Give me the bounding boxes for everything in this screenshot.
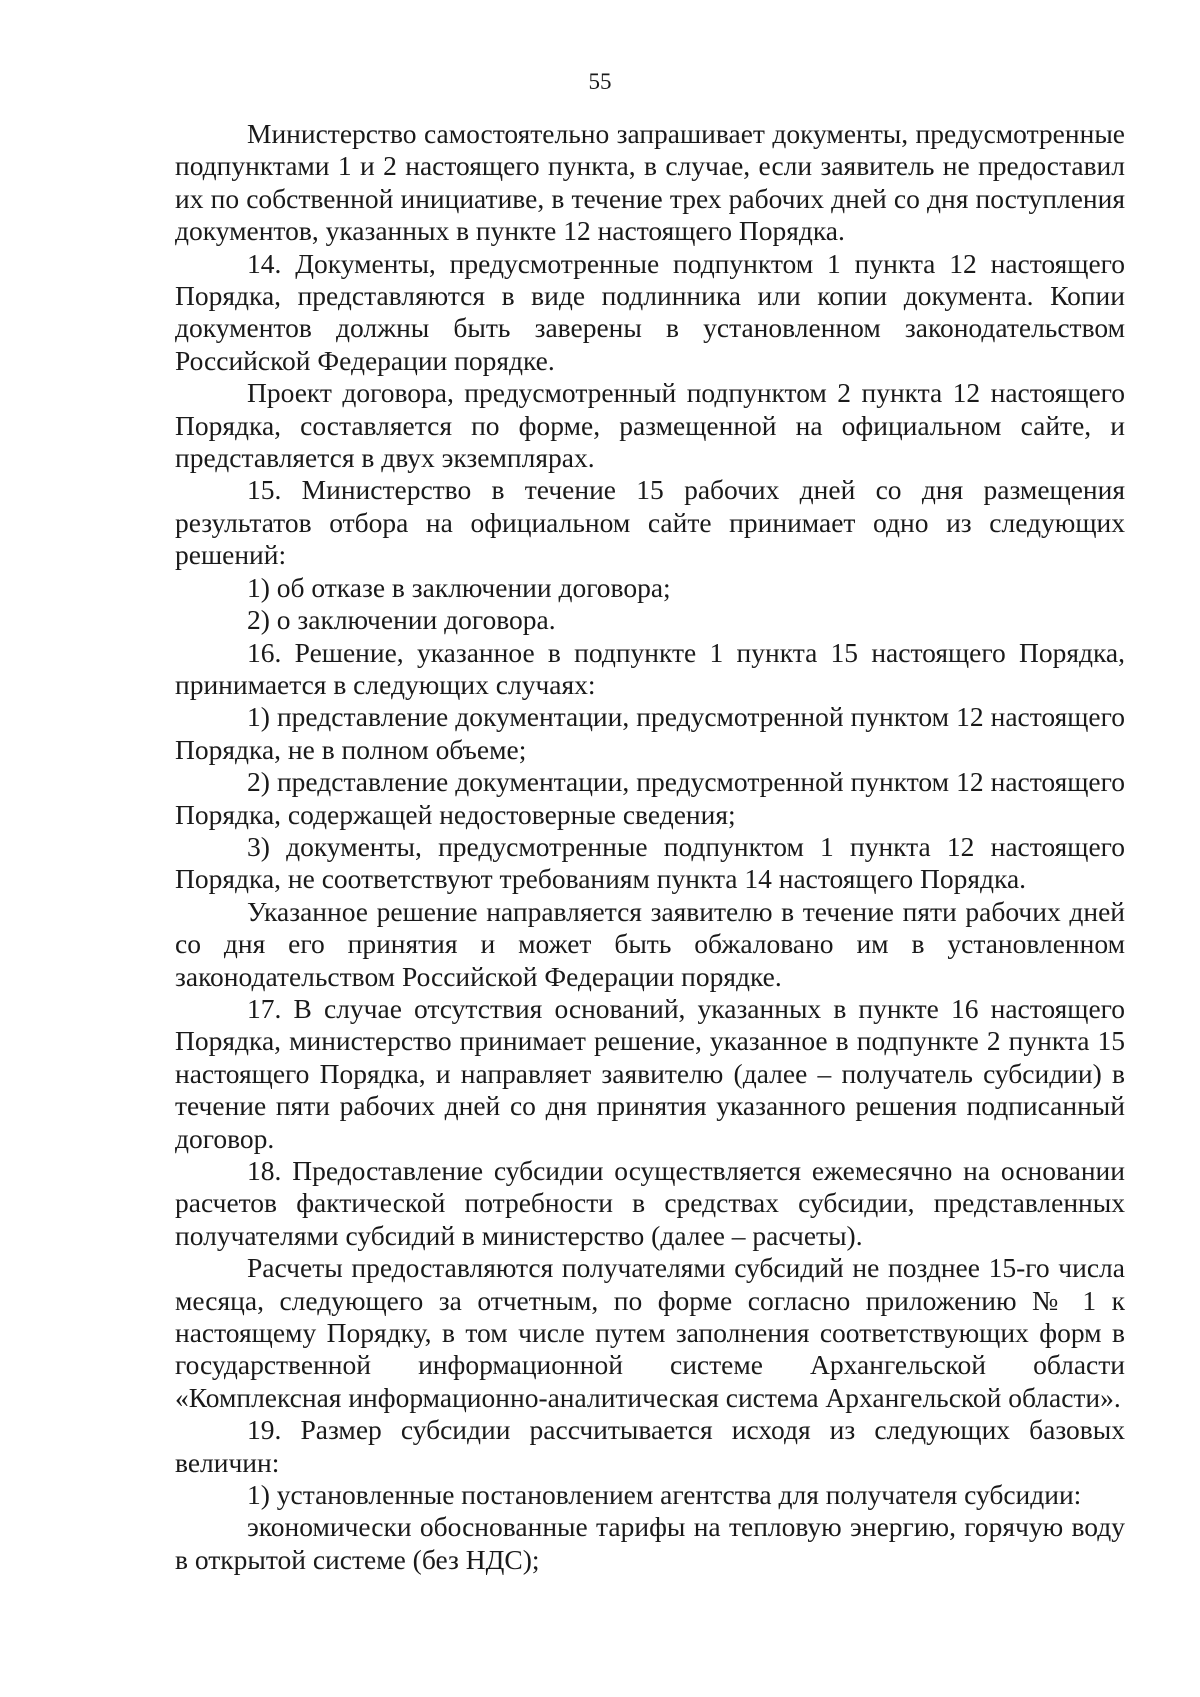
paragraph: экономически обоснованные тарифы на тепловую энергию, горячую воду в открытой системе (без НДС); — [175, 1511, 1125, 1575]
list-item: 1) представление документации, предусмотренной пунктом 12 настоящего Порядка, не в полном объеме; — [175, 701, 1125, 765]
page-number: 55 — [588, 69, 612, 94]
list-item: 2) представление документации, предусмотренной пунктом 12 настоящего Порядка, содержащей недостоверные сведения; — [175, 766, 1125, 830]
paragraph: 14. Документы, предусмотренные подпунктом 1 пункта 12 настоящего Порядка, представляются в виде подлинника или копии документа. Копии документов должны быть заверены в установленном законодательством Российской Федерации порядке. — [175, 247, 1125, 376]
list-item: 1) об отказе в заключении договора; — [247, 571, 671, 603]
paragraph: 15. Министерство в течение 15 рабочих дней со дня размещения результатов отбора на официальном сайте принимает одно из следующих решений: — [175, 474, 1125, 571]
paragraph: Министерство самостоятельно запрашивает документы, предусмотренные подпунктами 1 и 2 настоящего пункта, в случае, если заявитель не предоставил их по собственной инициативе, в течение трех рабочих дней со дня поступления документов, указанных в пункте 12 настоящего Порядка. — [175, 118, 1125, 247]
paragraph: Расчеты предоставляются получателями субсидий не позднее 15-го числа месяца, следующего за отчетным, по форме согласно приложению № 1 к настоящему Порядку, в том числе путем заполнения соответствующих форм в государственной информационной системе Архангельской области «Комплексная информационно-аналитическая система Архангельской области». — [175, 1252, 1125, 1413]
paragraph: Указанное решение направляется заявителю в течение пяти рабочих дней со дня его принятия и может быть обжаловано им в установленном законодательством Российской Федерации порядке. — [175, 895, 1125, 992]
paragraph: Проект договора, предусмотренный подпунктом 2 пункта 12 настоящего Порядка, составляется по форме, размещенной на официальном сайте, и представляется в двух экземплярах. — [175, 377, 1125, 474]
list-item: 2) о заключении договора. — [247, 604, 556, 636]
list-item: 3) документы, предусмотренные подпунктом 1 пункта 12 настоящего Порядка, не соответствуют требованиям пункта 14 настоящего Порядка. — [175, 830, 1125, 895]
document-body — [175, 118, 1125, 1576]
paragraph: 18. Предоставление субсидии осуществляется ежемесячно на основании расчетов фактической потребности в средствах субсидии, представленных получателями субсидий в министерство (далее – расчеты). — [175, 1155, 1125, 1251]
list-item: 1) установленные постановлением агентства для получателя субсидии: — [247, 1479, 1082, 1511]
paragraph: 17. В случае отсутствия оснований, указанных в пункте 16 настоящего Порядка, министерство принимает решение, указанное в подпункте 2 пункта 15 настоящего Порядка, и направляет заявителю (далее – получатель субсидии) в течение пяти рабочих дней со дня принятия указанного решения подписанный договор. — [175, 992, 1125, 1154]
paragraph: 19. Размер субсидии рассчитывается исходя из следующих базовых величин: — [175, 1414, 1125, 1478]
paragraph: 16. Решение, указанное в подпункте 1 пункта 15 настоящего Порядка, принимается в следующих случаях: — [175, 636, 1125, 700]
